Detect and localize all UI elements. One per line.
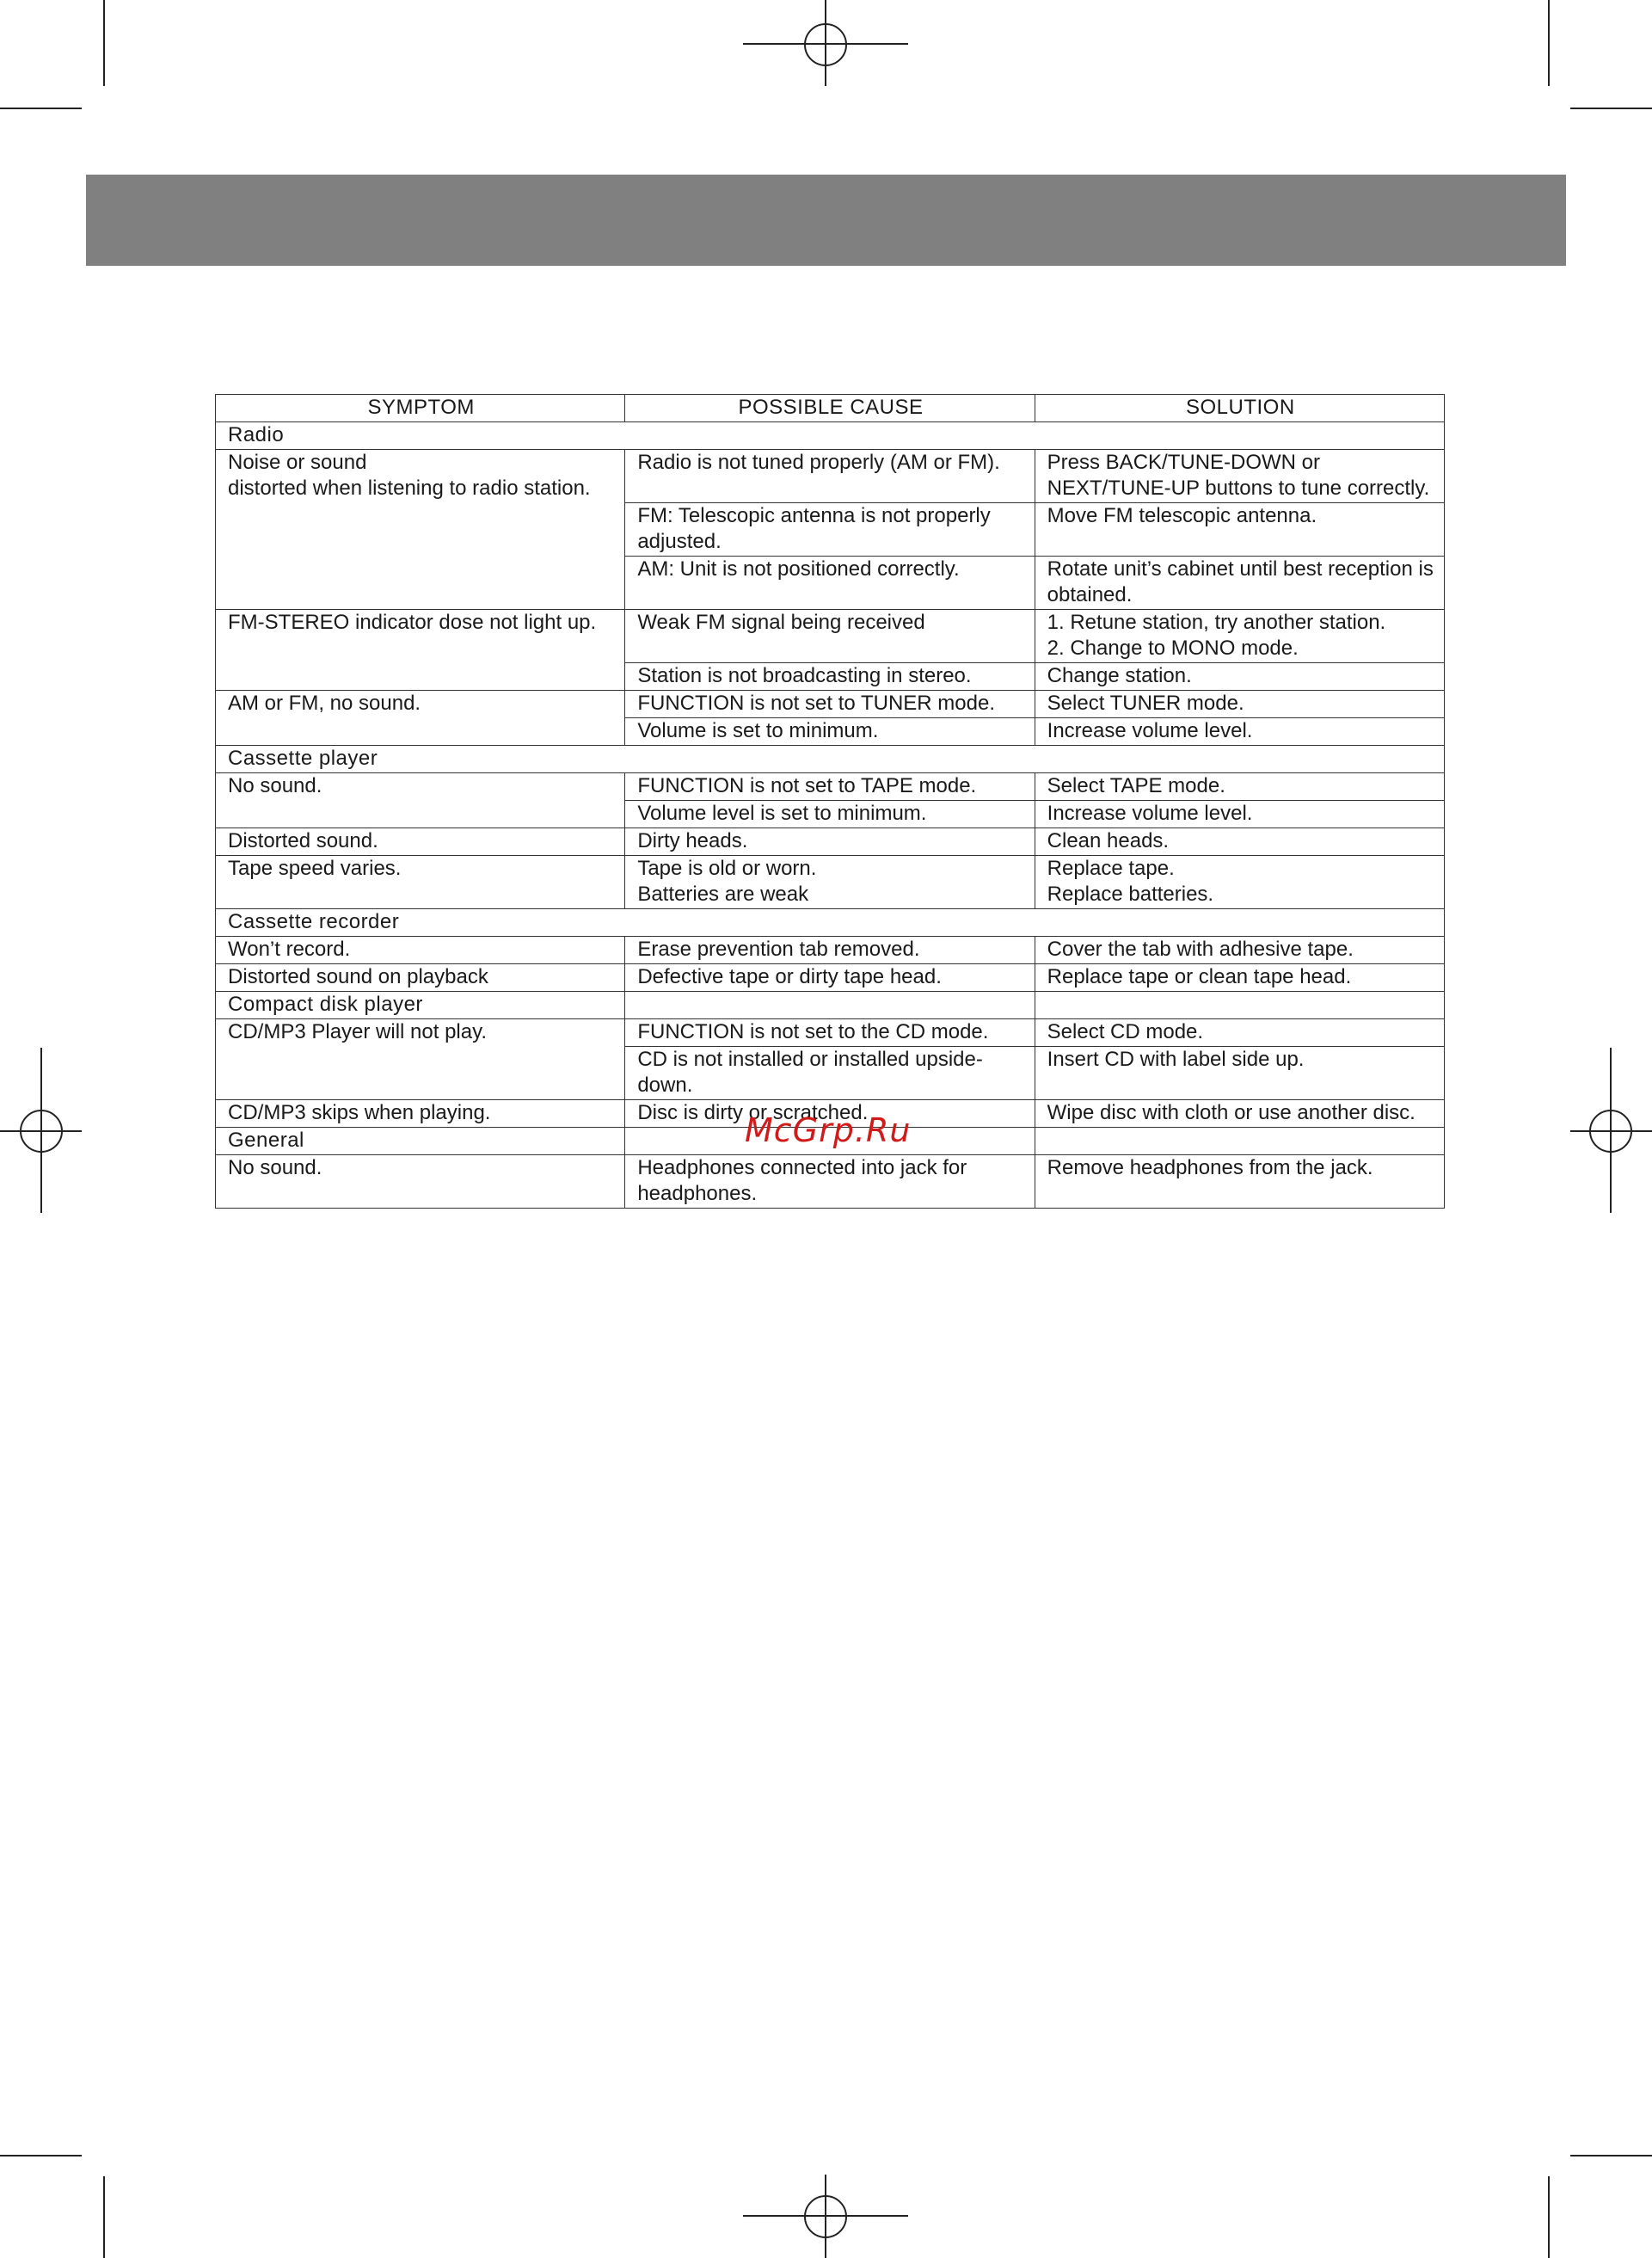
crop-mark bbox=[0, 108, 82, 109]
cause-cell: FM: Telescopic antenna is not properly adjusted. bbox=[625, 503, 1035, 557]
column-header-cause: POSSIBLE CAUSE bbox=[625, 395, 1035, 422]
crop-mark bbox=[1548, 2176, 1550, 2258]
table-row bbox=[216, 691, 1445, 718]
table-row bbox=[216, 1019, 1445, 1047]
troubleshooting-table bbox=[215, 394, 1445, 1209]
cause-cell: CD is not installed or installed upside-down. bbox=[625, 1047, 1035, 1100]
crop-mark bbox=[103, 0, 105, 86]
table-row bbox=[216, 937, 1445, 964]
solution-cell: Increase volume level. bbox=[1035, 801, 1444, 828]
table-row bbox=[216, 828, 1445, 856]
section-title: Radio bbox=[216, 422, 1445, 450]
solution-cell: Move FM telescopic antenna. bbox=[1035, 503, 1444, 557]
solution-cell: Replace tape. Replace batteries. bbox=[1035, 856, 1444, 909]
crop-mark bbox=[1570, 108, 1652, 109]
solution-cell: Insert CD with label side up. bbox=[1035, 1047, 1444, 1100]
symptom-cell: CD/MP3 Player will not play. bbox=[216, 1019, 625, 1100]
section-row bbox=[216, 992, 1445, 1019]
symptom-cell: No sound. bbox=[216, 773, 625, 828]
solution-cell: Select TUNER mode. bbox=[1035, 691, 1444, 718]
cause-cell: FUNCTION is not set to TAPE mode. bbox=[625, 773, 1035, 801]
crop-mark bbox=[103, 2176, 105, 2258]
cause-cell: FUNCTION is not set to TUNER mode. bbox=[625, 691, 1035, 718]
cause-cell: Disc is dirty or scratched. bbox=[625, 1100, 1035, 1128]
crop-mark bbox=[1548, 0, 1550, 86]
section-title: Compact disk player bbox=[216, 992, 625, 1019]
solution-cell: 1. Retune station, try another station. 2. Change to MONO mode. bbox=[1035, 610, 1444, 663]
crop-mark bbox=[0, 2155, 82, 2156]
solution-cell: Remove headphones from the jack. bbox=[1035, 1155, 1444, 1209]
cause-cell: Dirty heads. bbox=[625, 828, 1035, 856]
cause-cell: AM: Unit is not positioned correctly. bbox=[625, 557, 1035, 610]
empty-cell bbox=[1035, 1128, 1444, 1155]
solution-cell: Clean heads. bbox=[1035, 828, 1444, 856]
section-title: Cassette player bbox=[216, 746, 1445, 773]
cause-cell: Headphones connected into jack for headphones. bbox=[625, 1155, 1035, 1209]
cause-cell: Erase prevention tab removed. bbox=[625, 937, 1035, 964]
solution-cell: Press BACK/TUNE-DOWN or NEXT/TUNE-UP buttons to tune correctly. bbox=[1035, 450, 1444, 503]
crop-mark bbox=[1570, 2155, 1652, 2156]
column-header-solution: SOLUTION bbox=[1035, 395, 1444, 422]
cause-cell: Radio is not tuned properly (AM or FM). bbox=[625, 450, 1035, 503]
table-row bbox=[216, 773, 1445, 801]
solution-cell: Wipe disc with cloth or use another disc. bbox=[1035, 1100, 1444, 1128]
cause-cell: Tape is old or worn. Batteries are weak bbox=[625, 856, 1035, 909]
section-row bbox=[216, 422, 1445, 450]
column-header-symptom: SYMPTOM bbox=[216, 395, 625, 422]
symptom-cell: FM-STEREO indicator dose not light up. bbox=[216, 610, 625, 691]
cause-cell: FUNCTION is not set to the CD mode. bbox=[625, 1019, 1035, 1047]
header-bar bbox=[86, 175, 1566, 266]
symptom-cell: Noise or sound distorted when listening to radio station. bbox=[216, 450, 625, 610]
symptom-cell: CD/MP3 skips when playing. bbox=[216, 1100, 625, 1128]
solution-cell: Cover the tab with adhesive tape. bbox=[1035, 937, 1444, 964]
cause-cell: Weak FM signal being received bbox=[625, 610, 1035, 663]
table-row bbox=[216, 450, 1445, 503]
solution-cell: Select CD mode. bbox=[1035, 1019, 1444, 1047]
symptom-cell: Distorted sound. bbox=[216, 828, 625, 856]
symptom-cell: Won’t record. bbox=[216, 937, 625, 964]
cause-cell: Volume level is set to minimum. bbox=[625, 801, 1035, 828]
cause-cell: Station is not broadcasting in stereo. bbox=[625, 663, 1035, 691]
symptom-cell: No sound. bbox=[216, 1155, 625, 1209]
cause-cell: Volume is set to minimum. bbox=[625, 718, 1035, 746]
solution-cell: Rotate unit’s cabinet until best reception is obtained. bbox=[1035, 557, 1444, 610]
section-row bbox=[216, 746, 1445, 773]
table-row bbox=[216, 856, 1445, 909]
cause-cell: Defective tape or dirty tape head. bbox=[625, 964, 1035, 992]
solution-cell: Select TAPE mode. bbox=[1035, 773, 1444, 801]
section-row bbox=[216, 909, 1445, 937]
table-header-row bbox=[216, 395, 1445, 422]
table-row bbox=[216, 1155, 1445, 1209]
watermark-logo: McGrp.Ru bbox=[745, 1111, 912, 1149]
symptom-cell: Distorted sound on playback bbox=[216, 964, 625, 992]
section-title: General bbox=[216, 1128, 625, 1155]
symptom-cell: AM or FM, no sound. bbox=[216, 691, 625, 746]
solution-cell: Replace tape or clean tape head. bbox=[1035, 964, 1444, 992]
solution-cell: Increase volume level. bbox=[1035, 718, 1444, 746]
symptom-cell: Tape speed varies. bbox=[216, 856, 625, 909]
empty-cell bbox=[625, 992, 1035, 1019]
table-row bbox=[216, 610, 1445, 663]
section-title: Cassette recorder bbox=[216, 909, 1445, 937]
solution-cell: Change station. bbox=[1035, 663, 1444, 691]
empty-cell bbox=[1035, 992, 1444, 1019]
table-row bbox=[216, 964, 1445, 992]
